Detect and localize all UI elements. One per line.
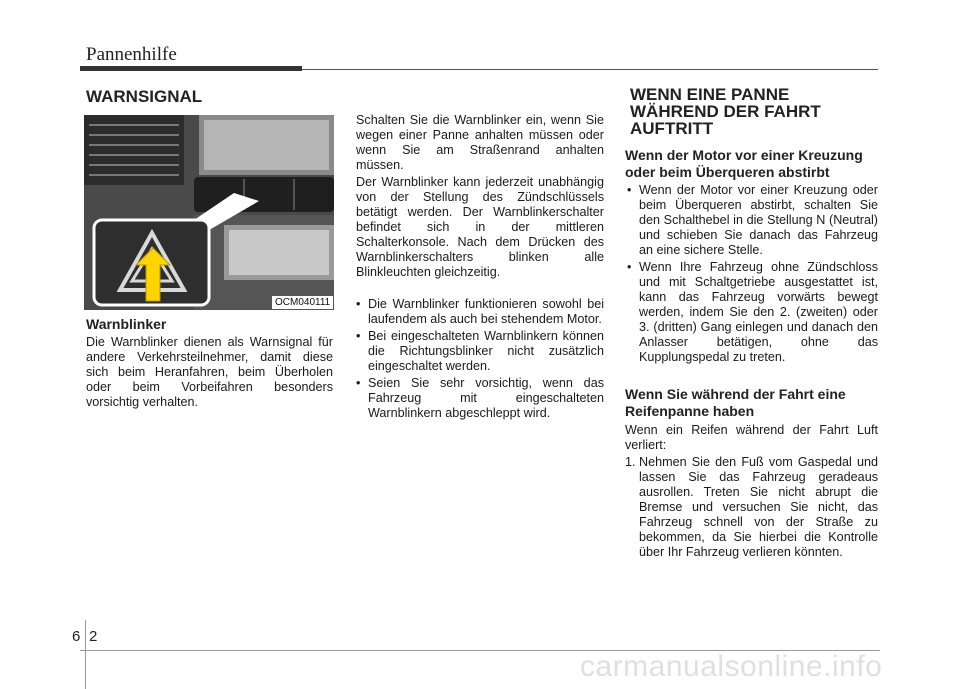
chapter-title: Pannenhilfe — [86, 44, 177, 65]
hazard-switch-photo — [84, 115, 334, 310]
flat-tire-intro: Wenn ein Reifen während der Fahrt Luft verliert: — [625, 423, 878, 452]
list-item: • Die Warnblinker funktionieren sowohl bei laufendem als auch bei stehendem Motor. — [356, 297, 604, 327]
dashboard-illustration — [84, 115, 334, 310]
page-number: 2 — [89, 628, 98, 645]
warnblinker-text: Die Warnblinker dienen als Warnsignal für andere Verkehrsteilnehmer, damit diese sich beim Heranfahren, beim Überholen oder beim Vorbeifahren besonders vorsichtig verhalten. — [86, 335, 333, 409]
section-title-warnsignal: WARNSIGNAL — [86, 87, 203, 106]
middle-para-2: Der Warnblinker kann jederzeit unabhängig von der Stellung des Zündschlüssels betätigt werden. Der Warnblinkerschalter befindet sich in der mittleren Schalterkonsole. Nach dem Drücken des Warnblinkerschalters blinken alle Blinkleuchten gleichzeitig. — [356, 175, 604, 279]
list-item: • Wenn Ihre Fahrzeug ohne Zündschloss und mit Schaltgetriebe ausgestattet ist, kann das Fahrzeug vorwärts bewegt werden, indem Sie den 2. (zweiten) oder 3. (dritten) Gang einlegen und danach den Anlasser betätigen, ohne das Kupplungspedal zu treten. — [627, 260, 878, 365]
step-number: 1. — [625, 455, 636, 469]
subheading-engine-stall-2: oder beim Überqueren abstirbt — [625, 164, 830, 180]
image-code: OCM040111 — [272, 296, 333, 309]
header-rule — [302, 69, 878, 70]
watermark: carmanualsonline.info — [580, 650, 883, 683]
list-item: • Wenn der Motor vor einer Kreuzung oder beim Überqueren abstirbt, schalten Sie den Schalthebel in die Stellung N (Neutral) und schieben Sie danach das Fahrzeug an eine sichere Stelle. — [627, 183, 878, 258]
list-item: • Seien Sie sehr vorsichtig, wenn das Fahrzeug mit eingeschalteten Warnblinkern abgeschleppt wird. — [356, 376, 604, 421]
page-chapter: 6 — [72, 628, 81, 645]
right-bullet-list — [627, 183, 878, 365]
middle-para-1: Schalten Sie die Warnblinker ein, wenn Sie wegen einer Panne anhalten müssen oder wenn Sie am Straßenrand anhalten müssen. — [356, 113, 604, 172]
list-item — [625, 455, 878, 560]
subheading-engine-stall-1: Wenn der Motor vor einer Kreuzung — [625, 147, 863, 163]
section-title-line-2: WÄHREND DER FAHRT — [630, 102, 821, 121]
section-title-line-1: WENN EINE PANNE — [630, 85, 790, 104]
footer-divider-vertical — [85, 620, 86, 689]
section-title-line-3: AUFTRITT — [630, 119, 714, 138]
heading-warnblinker: Warnblinker — [86, 316, 167, 332]
subheading-flat-tire-1: Wenn Sie während der Fahrt eine — [625, 386, 846, 402]
middle-bullet-list — [356, 297, 604, 421]
list-item: • Bei eingeschalteten Warnblinkern können die Richtungsblinker nicht zusätzlich eingeschaltet werden. — [356, 329, 604, 374]
subheading-flat-tire-2: Reifenpanne haben — [625, 403, 755, 419]
step-text: Nehmen Sie den Fuß vom Gaspedal und lassen Sie das Fahrzeug geradeaus ausrollen. Treten Sie nicht abrupt die Bremse und versuchen Sie nicht, das Fahrzeug schnell von der Straße zu bekommen, da Sie hierbei die Kontrolle über Ihr Fahrzeug verlieren könnten. — [639, 455, 878, 559]
header-bar — [80, 66, 302, 71]
flat-tire-steps — [625, 455, 878, 560]
